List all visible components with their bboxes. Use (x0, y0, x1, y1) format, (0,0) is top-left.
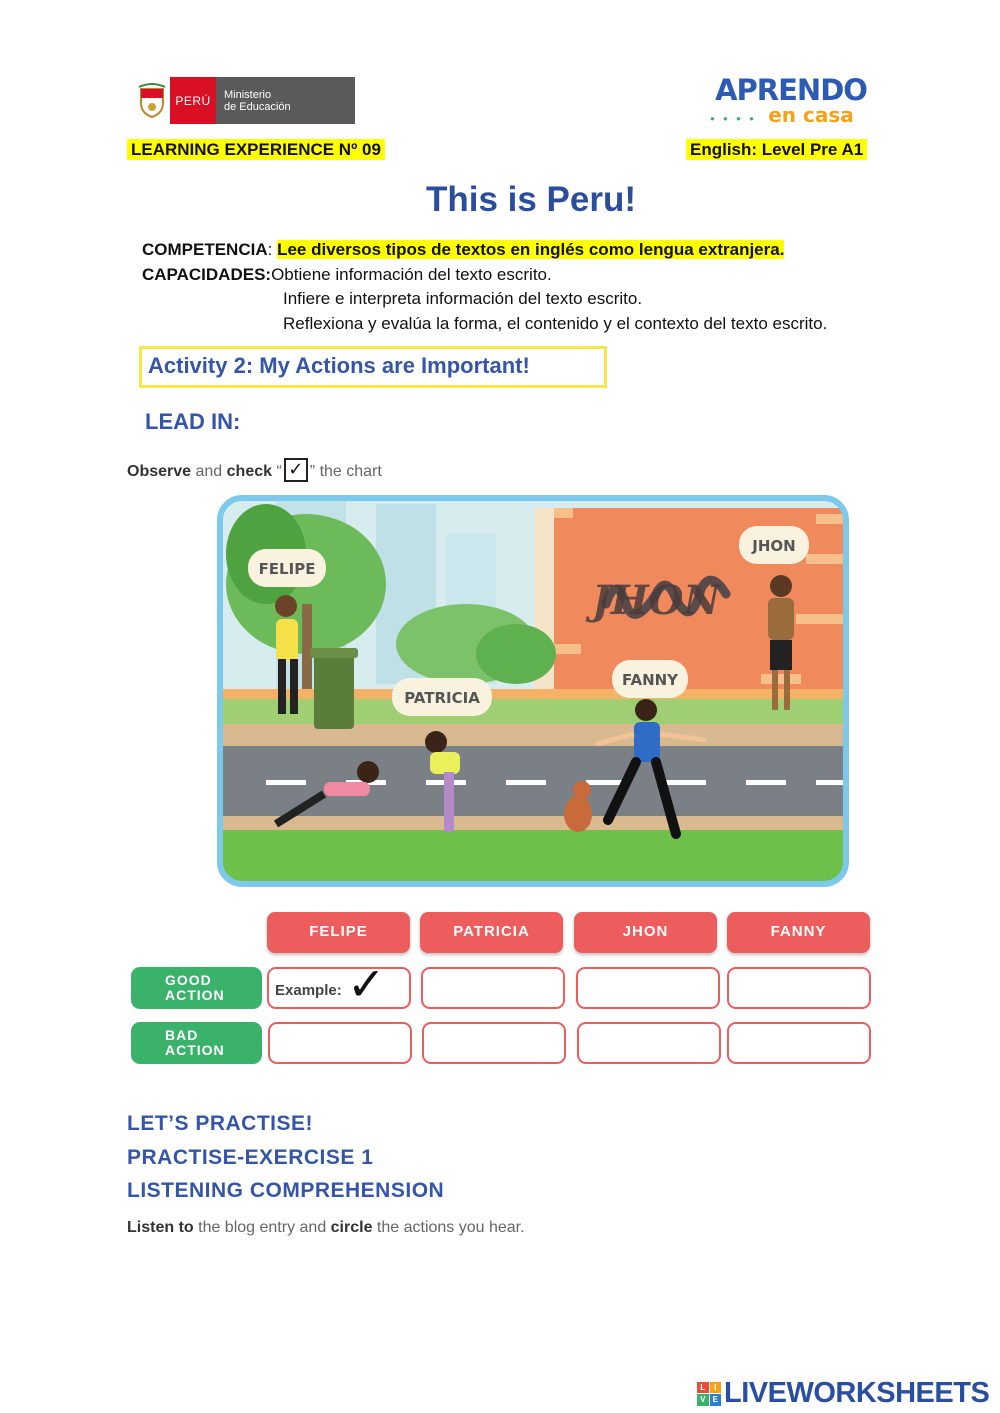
cell-bad-felipe[interactable] (268, 1022, 412, 1064)
page-title: This is Peru! (425, 180, 637, 219)
street-scene-illustration (216, 494, 850, 888)
listen-w1: Listen to (127, 1219, 194, 1236)
en-casa-text: en casa (768, 103, 854, 127)
label-jhon: JHON (752, 537, 796, 555)
logo-letter-i: I (710, 1382, 722, 1394)
practise-exercise-heading: PRACTISE-EXERCISE 1 (127, 1146, 374, 1169)
ministry-logo (134, 77, 355, 124)
aprendo-text: APRENDO (715, 73, 867, 107)
activity-heading: Activity 2: My Actions are Important! (148, 353, 530, 378)
row-bad-label2: ACTION (165, 1042, 225, 1058)
checkmark-icon: ✓ (347, 958, 386, 1010)
listen-w4: the actions you hear. (372, 1219, 525, 1236)
label-jhon-bubble (739, 526, 809, 564)
logo-letter-l: L (697, 1382, 709, 1394)
capacidades-label: CAPACIDADES: (142, 265, 272, 284)
ministry-line2: de Educación (224, 101, 291, 113)
experience-badge (127, 140, 385, 160)
instr-observe: Observe (127, 463, 192, 481)
level-badge (686, 140, 867, 160)
lets-practise-heading: LET’S PRACTISE! (127, 1112, 314, 1135)
logo-dots-icon: ● ● ● ● (710, 114, 757, 123)
row-good-action (131, 967, 262, 1009)
coat-of-arms-icon (134, 77, 170, 124)
competencia-label: COMPETENCIA (142, 240, 268, 259)
experience-label: LEARNING EXPERIENCE Nº 09 (127, 139, 385, 160)
label-fanny-bubble (612, 660, 688, 698)
capacidad-1: Obtiene información del texto escrito. (271, 265, 552, 284)
liveworksheets-brand (697, 1377, 989, 1410)
column-felipe: FELIPE (267, 912, 410, 953)
cell-good-fanny[interactable] (727, 967, 871, 1009)
lead-in-heading: LEAD IN: (145, 409, 241, 434)
cell-bad-jhon[interactable] (577, 1022, 721, 1064)
instr-quote-open: “ (272, 463, 282, 481)
label-fanny: FANNY (621, 671, 679, 689)
label-felipe-bubble (248, 549, 326, 587)
row-bad-label1: BAD (165, 1027, 199, 1043)
ministry-name (216, 77, 355, 124)
competencia-sep: : (267, 240, 273, 259)
logo-letter-e: E (710, 1394, 722, 1406)
listen-w2: the blog entry and (193, 1219, 331, 1236)
cell-good-felipe[interactable] (267, 958, 411, 1010)
liveworksheets-logo-icon (697, 1382, 721, 1406)
label-felipe: FELIPE (258, 560, 316, 578)
label-patricia: PATRICIA (404, 689, 480, 707)
competencia-block (142, 237, 784, 287)
capacidad-2: Infiere e interpreta información del texto escrito. (283, 289, 643, 308)
label-patricia-bubble (392, 678, 492, 716)
competencia-text: Lee diversos tipos de textos en inglés como lengua extranjera. (277, 240, 785, 259)
cell-bad-patricia[interactable] (422, 1022, 566, 1064)
instr-the-chart: ” the chart (309, 463, 382, 481)
column-patricia: PATRICIA (420, 912, 563, 953)
aprendo-en-casa-logo (706, 74, 876, 130)
graffiti-text: JHON (591, 577, 721, 624)
activity-heading-box (139, 346, 607, 388)
example-label: Example: (275, 982, 342, 999)
liveworksheets-text: LIVEWORKSHEETS (724, 1377, 990, 1409)
checkbox-icon: ✓ (284, 458, 308, 482)
capacidades-line (142, 262, 784, 287)
row-good-label2: ACTION (165, 987, 225, 1003)
instr-check: check (226, 463, 273, 481)
instr-and: and (191, 463, 227, 481)
capacidad-3: Reflexiona y evalúa la forma, el contenido y el contexto del texto escrito. (283, 314, 828, 333)
listen-w3: circle (330, 1219, 373, 1236)
competencia-line (142, 237, 784, 262)
row-bad-action (131, 1022, 262, 1064)
peru-label: PERÚ (170, 77, 216, 124)
cell-good-patricia[interactable] (421, 967, 565, 1009)
capacidades-list (283, 286, 827, 336)
ministry-line1: Ministerio (224, 89, 272, 101)
logo-letter-v: V (697, 1394, 709, 1406)
cell-bad-fanny[interactable] (727, 1022, 871, 1064)
cell-good-jhon[interactable] (576, 967, 720, 1009)
listen-instruction (127, 1219, 525, 1237)
row-good-label1: GOOD (165, 972, 212, 988)
listening-heading: LISTENING COMPREHENSION (127, 1179, 445, 1202)
instruction-text (127, 460, 382, 484)
column-fanny: FANNY (727, 912, 870, 953)
level-label: English: Level Pre A1 (686, 139, 867, 160)
column-jhon: JHON (574, 912, 717, 953)
